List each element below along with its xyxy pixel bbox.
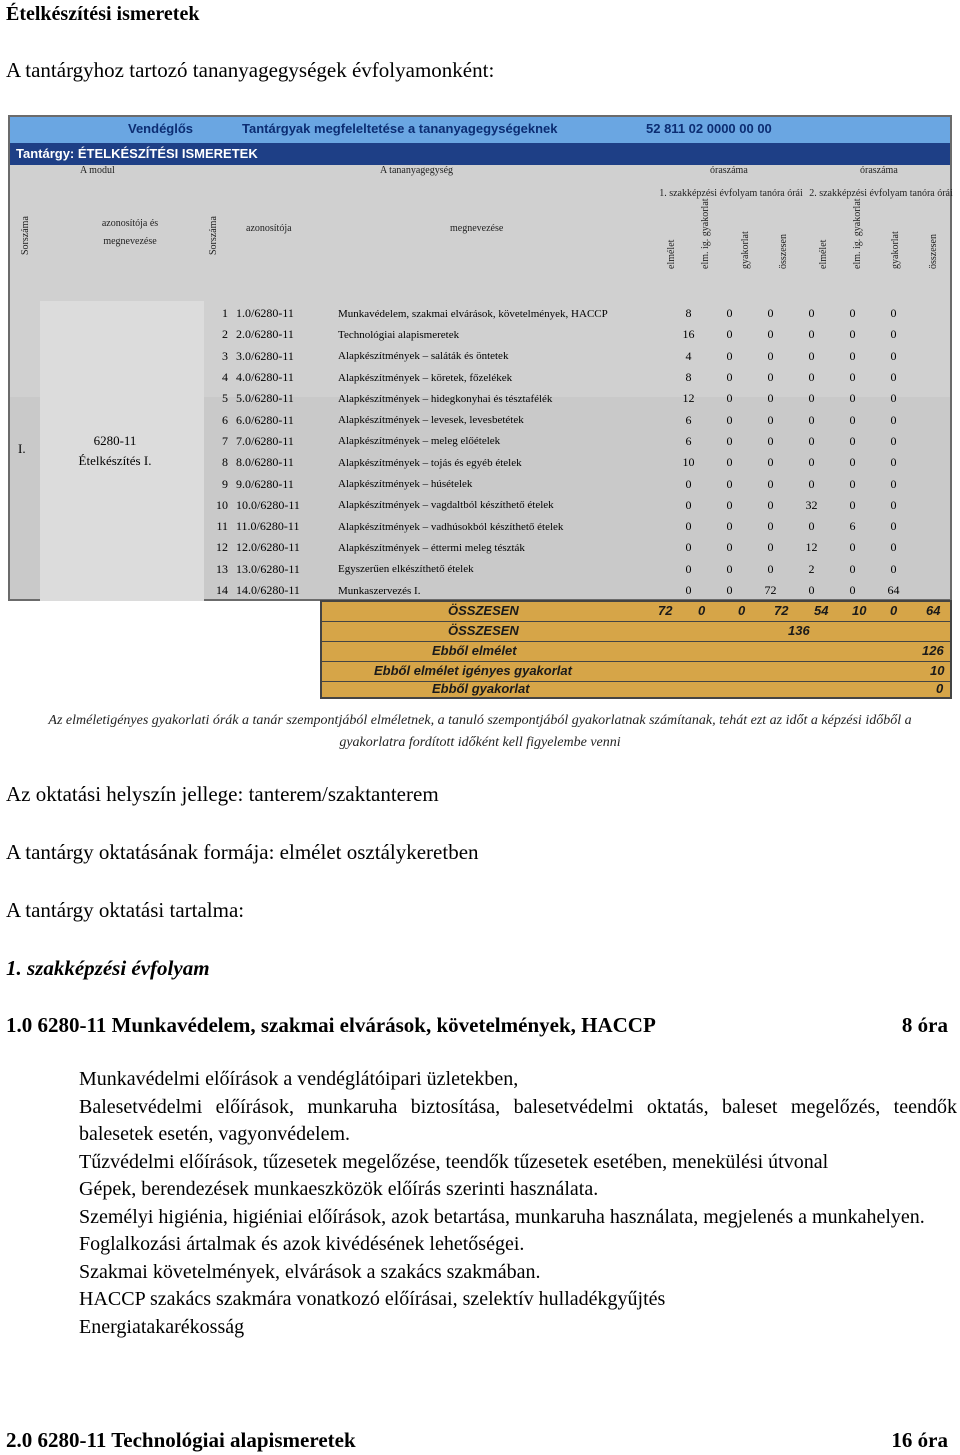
summary-igenyes-label: Ebből elmélet igényes gyakorlat [374, 663, 572, 678]
table-header-bar [10, 117, 950, 143]
year-1-header: 1. szakképzési évfolyam tanóra órái [659, 188, 803, 199]
summary-val-4: 72 [774, 603, 789, 618]
summary-gyak-row [322, 680, 950, 699]
table-row [204, 495, 954, 516]
table-row [204, 388, 954, 409]
subject-label: Tantárgy: ÉTELKÉSZÍTÉSI ISMERETEK [16, 146, 258, 161]
summary-elmelet-row [322, 642, 950, 662]
row-hours-cell: 6 [685, 412, 692, 427]
row-hours-cell: 0 [726, 348, 733, 363]
row-name: Alapkészítmények – tojás és egyéb ételek [338, 456, 522, 469]
col-megnevezese: megnevezése [450, 223, 504, 234]
row-hours-cell: 0 [808, 433, 815, 448]
col-azonositoja: azonosítója [246, 223, 292, 234]
forma-text: A tantárgy oktatásának formája: elmélet osztálykeretben [6, 840, 479, 864]
table-caption: Az elméletigényes gyakorlati órák a tanár szempontjából elméletnek, a tanuló szempontjából gyakorlatnak számítanak, tehát ezt az időt a képzési időből a gyakorlatra fordított időként kell figyelembe venni [48, 713, 912, 750]
row-name: Munkaszervezés I. [338, 584, 421, 597]
module-roman-numeral: I. [18, 441, 26, 456]
row-number: 12 [216, 540, 228, 555]
content-line: Energiatakarékosság [79, 1315, 245, 1338]
row-hours-cell: 0 [890, 391, 897, 406]
row-number: 6 [222, 412, 228, 427]
row-hours-cell: 0 [685, 497, 692, 512]
row-hours-cell: 0 [726, 476, 733, 491]
row-hours-cell: 0 [890, 519, 897, 534]
row-hours-cell: 0 [808, 370, 815, 385]
intro-text: A tantárgyhoz tartozó tananyagegységek évfolyamonként: [6, 58, 495, 82]
row-hours-cell: 0 [767, 412, 774, 427]
v-gyak-2: gyakorlat [890, 231, 901, 269]
row-number: 13 [216, 561, 228, 576]
summary-igenyes-row [322, 662, 950, 682]
row-hours-cell: 0 [849, 306, 856, 321]
table-row [204, 431, 954, 452]
summary-osszesen-row [322, 602, 950, 622]
module-code: 6280-11 [93, 433, 137, 448]
table-row [204, 516, 954, 537]
subject-bar [10, 143, 950, 165]
table-rows [204, 303, 954, 601]
summary-val-1: 72 [658, 603, 673, 618]
row-hours-cell: 0 [767, 497, 774, 512]
module-name: Ételkészítés I. [78, 453, 152, 468]
row-hours-cell: 0 [767, 433, 774, 448]
summary-osszesen2-row [322, 622, 950, 642]
table-header-code: 52 811 02 0000 00 00 [646, 121, 772, 136]
summary-gyak-value: 0 [936, 681, 944, 696]
v-osszesen-1: összesen [778, 234, 789, 269]
section-heading: 1. szakképzési évfolyam [6, 956, 210, 980]
topic-1-content [79, 1066, 957, 1341]
table-row [204, 346, 954, 367]
row-hours-cell: 0 [808, 412, 815, 427]
row-hours-cell: 0 [767, 370, 774, 385]
row-hours-cell: 0 [726, 455, 733, 470]
content-line: Foglalkozási ártalmak és azok kivédésének lehetőségei. [79, 1233, 525, 1255]
row-hours-cell: 0 [767, 540, 774, 555]
topic-2-hours: 16 óra [891, 1428, 948, 1452]
row-hours-cell: 0 [726, 497, 733, 512]
row-hours-cell: 0 [767, 455, 774, 470]
row-hours-cell: 0 [685, 476, 692, 491]
content-line: Tűzvédelmi előírások, tűzesetek megelőzése, teendők tűzesetek esetében, menekülési útvonal [79, 1150, 829, 1173]
summary-val-5: 54 [814, 603, 829, 618]
row-hours-cell: 8 [685, 370, 692, 385]
row-hours-cell: 0 [685, 561, 692, 576]
row-number: 5 [222, 391, 228, 406]
row-hours-cell: 0 [890, 327, 897, 342]
row-hours-cell: 0 [808, 306, 815, 321]
row-hours-cell: 8 [685, 306, 692, 321]
table-header-left: Vendéglős [128, 121, 194, 136]
row-hours-cell: 0 [890, 370, 897, 385]
summary-block [320, 600, 952, 699]
row-name: Alapkészítmények – meleg előételek [338, 435, 501, 448]
row-number: 14 [216, 583, 228, 597]
row-hours-cell: 0 [808, 476, 815, 491]
row-hours-cell: 0 [767, 519, 774, 534]
row-hours-cell: 0 [767, 327, 774, 342]
table-header-title: Tantárgyak megfeleltetése a tananyagegységeknek [242, 121, 558, 136]
row-hours-cell: 0 [849, 433, 856, 448]
summary-gyak-label: Ebből gyakorlat [432, 681, 530, 696]
row-hours-cell: 0 [890, 433, 897, 448]
row-identifier: 8.0/6280-11 [236, 455, 294, 470]
row-name: Alapkészítmények – saláták és öntetek [338, 350, 509, 363]
curriculum-table [8, 115, 952, 601]
row-identifier: 1.0/6280-11 [236, 306, 294, 321]
summary-val-6: 10 [852, 603, 867, 618]
summary-val-7: 0 [890, 603, 898, 618]
content-line: Gépek, berendezések munkaeszközök előírás szerinti használata. [79, 1178, 599, 1200]
col-oraszama-1: óraszáma [710, 165, 748, 176]
table-row [204, 409, 954, 430]
row-identifier: 3.0/6280-11 [236, 348, 294, 363]
summary-osszesen2-label: ÖSSZESEN [448, 623, 519, 638]
v-elmelet-1: elmélet [666, 239, 677, 269]
summary-igenyes-value: 10 [930, 663, 945, 678]
row-hours-cell: 0 [808, 348, 815, 363]
table-row [204, 452, 954, 473]
table-row [204, 559, 954, 580]
col-sorszama-1: Sorszáma [20, 216, 31, 255]
topic-1-title: 1.0 6280-11 Munkavédelem, szakmai elvárások, követelmények, HACCP [6, 1013, 656, 1037]
row-name: Alapkészítmények – levesek, levesbetétek [338, 414, 524, 427]
row-hours-cell: 0 [685, 540, 692, 555]
row-hours-cell: 0 [726, 540, 733, 555]
row-hours-cell: 0 [685, 583, 692, 597]
row-name: Alapkészítmények – vadhúsokból készíthető ételek [338, 520, 564, 533]
row-identifier: 7.0/6280-11 [236, 433, 294, 448]
row-name: Egyszerűen elkészíthető ételek [338, 563, 474, 576]
row-hours-cell: 0 [726, 412, 733, 427]
row-hours-cell: 0 [808, 455, 815, 470]
row-hours-cell: 0 [849, 583, 856, 597]
v-osszesen-2: összesen [928, 234, 939, 269]
row-hours-cell: 64 [887, 583, 900, 597]
row-hours-cell: 12 [805, 540, 818, 555]
summary-elmelet-value: 126 [922, 643, 944, 658]
row-name: Alapkészítmények – köretek, főzelékek [338, 371, 513, 384]
row-hours-cell: 0 [726, 391, 733, 406]
summary-osszesen2-value: 136 [788, 623, 810, 638]
row-identifier: 6.0/6280-11 [236, 412, 294, 427]
row-number: 10 [216, 497, 228, 512]
row-hours-cell: 0 [767, 561, 774, 576]
row-name: Alapkészítmények – éttermi meleg tészták [338, 541, 525, 554]
module-cell [40, 301, 204, 601]
row-hours-cell: 32 [805, 497, 818, 512]
row-hours-cell: 0 [726, 433, 733, 448]
row-identifier: 14.0/6280-11 [236, 583, 300, 597]
row-hours-cell: 0 [890, 348, 897, 363]
v-gyak-1: gyakorlat [740, 231, 751, 269]
summary-val-8: 64 [926, 603, 941, 618]
table-row [204, 473, 954, 494]
row-hours-cell: 0 [849, 327, 856, 342]
row-hours-cell: 0 [890, 561, 897, 576]
summary-val-3: 0 [738, 603, 746, 618]
row-hours-cell: 2 [808, 561, 815, 576]
row-number: 11 [216, 519, 228, 534]
row-hours-cell: 0 [767, 306, 774, 321]
row-name: Alapkészítmények – hidegkonyhai és tésztafélék [338, 392, 553, 405]
row-identifier: 5.0/6280-11 [236, 391, 294, 406]
row-hours-cell: 0 [890, 540, 897, 555]
row-hours-cell: 0 [849, 391, 856, 406]
summary-elmelet-label: Ebből elmélet [432, 643, 517, 658]
row-number: 4 [222, 370, 228, 385]
content-line: Munkavédelmi előírások a vendéglátóipari üzletekben, [79, 1068, 519, 1090]
row-hours-cell: 10 [682, 455, 695, 470]
row-hours-cell: 0 [849, 348, 856, 363]
v-elmelet-2: elmélet [818, 239, 829, 269]
row-hours-cell: 0 [726, 306, 733, 321]
row-name: Alapkészítmények – vagdaltból készíthető ételek [338, 499, 554, 512]
row-number: 7 [222, 433, 228, 448]
row-hours-cell: 0 [890, 306, 897, 321]
row-hours-cell: 0 [849, 561, 856, 576]
row-hours-cell: 0 [808, 583, 815, 597]
row-identifier: 2.0/6280-11 [236, 327, 294, 342]
table-row [204, 580, 954, 601]
content-line: HACCP szakács szakmára vonatkozó előírásai, szelektív hulladékgyűjtés [79, 1288, 666, 1310]
row-hours-cell: 6 [685, 433, 692, 448]
row-number: 8 [222, 455, 228, 470]
row-hours-cell: 0 [685, 519, 692, 534]
col-azon-megnev: azonosítója és megnevezése [101, 218, 159, 247]
row-hours-cell: 0 [808, 519, 815, 534]
summary-osszesen-label: ÖSSZESEN [448, 603, 519, 618]
row-hours-cell: 16 [682, 327, 695, 342]
row-hours-cell: 0 [726, 583, 733, 597]
row-hours-cell: 0 [726, 561, 733, 576]
v-ig-gyak-1: elm. ig. gyakorlat [700, 198, 711, 269]
row-hours-cell: 0 [849, 412, 856, 427]
content-line: Személyi higiénia, higiéniai előírások, azok betartása, munkaruha használata, megjelenés a munkahelyen. [79, 1205, 925, 1228]
row-hours-cell: 0 [808, 327, 815, 342]
row-number: 2 [222, 327, 228, 342]
row-name: Munkavédelem, szakmai elvárások, követelmények, HACCP [338, 307, 608, 320]
row-hours-cell: 0 [890, 497, 897, 512]
table-body [10, 301, 950, 601]
table-row [204, 303, 954, 324]
table-row [204, 537, 954, 558]
row-hours-cell: 0 [849, 540, 856, 555]
col-sorszama-2: Sorszáma [208, 216, 219, 255]
row-identifier: 10.0/6280-11 [236, 497, 300, 512]
row-hours-cell: 0 [767, 348, 774, 363]
table-row [204, 367, 954, 388]
summary-val-2: 0 [698, 603, 706, 618]
row-hours-cell: 0 [808, 391, 815, 406]
row-hours-cell: 4 [685, 348, 692, 363]
col-modul: A modul [80, 165, 115, 176]
row-hours-cell: 0 [726, 370, 733, 385]
row-number: 3 [222, 348, 228, 363]
row-hours-cell: 0 [890, 476, 897, 491]
row-identifier: 11.0/6280-11 [236, 519, 300, 534]
table-row [204, 324, 954, 345]
row-hours-cell: 0 [890, 455, 897, 470]
row-identifier: 13.0/6280-11 [236, 561, 300, 576]
row-hours-cell: 0 [726, 519, 733, 534]
content-line: Szakmai követelmények, elvárások a szakács szakmában. [79, 1260, 541, 1283]
col-tananyag: A tananyagegység [380, 165, 454, 176]
row-hours-cell: 72 [764, 583, 777, 597]
row-hours-cell: 0 [849, 497, 856, 512]
v-ig-gyak-2: elm. ig. gyakorlat [852, 198, 863, 269]
row-hours-cell: 0 [890, 412, 897, 427]
row-name: Alapkészítmények – húsételek [338, 478, 473, 491]
module-label [60, 431, 170, 471]
row-hours-cell: 0 [849, 370, 856, 385]
row-identifier: 4.0/6280-11 [236, 370, 294, 385]
row-hours-cell: 0 [726, 327, 733, 342]
row-number: 1 [222, 306, 228, 321]
col-oraszama-2: óraszáma [860, 165, 898, 176]
year-2-header: 2. szakképzési évfolyam tanóra órái [809, 188, 953, 199]
content-line: Balesetvédelmi előírások, munkaruha biztosítása, balesetvédelmi oktatás, baleset megelőzés, teendők balesetek esetén, vagyonvédelem. [79, 1095, 957, 1145]
row-hours-cell: 0 [849, 476, 856, 491]
topic-2-title: 2.0 6280-11 Technológiai alapismeretek [6, 1428, 356, 1452]
tartalma-text: A tantárgy oktatási tartalma: [6, 898, 245, 922]
row-hours-cell: 0 [767, 391, 774, 406]
helyszin-text: Az oktatási helyszín jellege: tanterem/szaktanterem [6, 782, 439, 806]
row-identifier: 12.0/6280-11 [236, 540, 300, 555]
row-number: 9 [222, 476, 228, 491]
row-hours-cell: 6 [849, 519, 856, 534]
topic-1-hours: 8 óra [901, 1013, 948, 1037]
row-name: Technológiai alapismeretek [338, 328, 460, 341]
row-hours-cell: 0 [767, 476, 774, 491]
row-hours-cell: 0 [849, 455, 856, 470]
row-hours-cell: 12 [682, 391, 695, 406]
document-title: Ételkészítési ismeretek [6, 3, 200, 25]
row-identifier: 9.0/6280-11 [236, 476, 294, 491]
